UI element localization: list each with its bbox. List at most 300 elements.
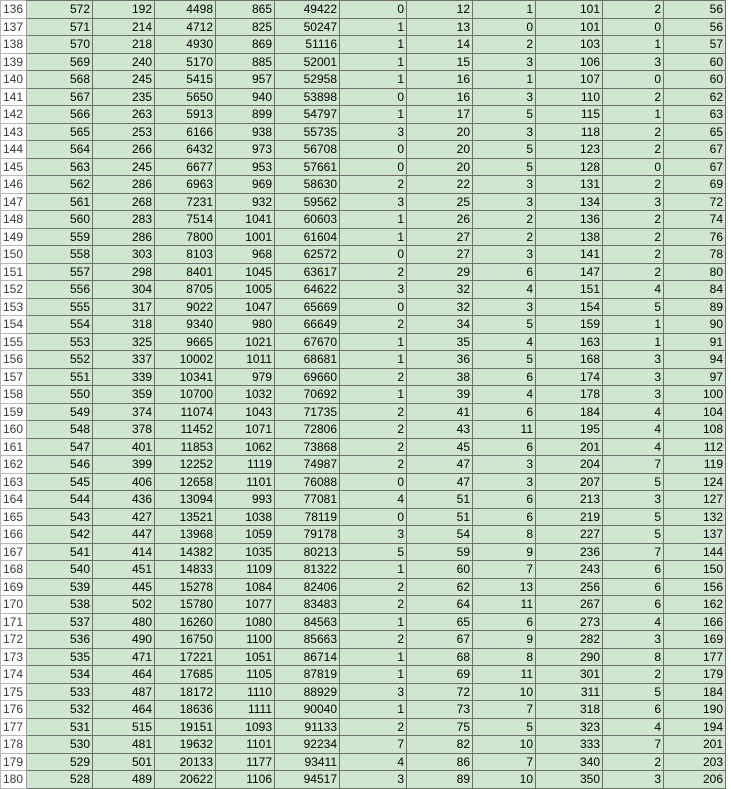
cell[interactable]: 1177 xyxy=(216,753,275,771)
cell[interactable]: 4 xyxy=(603,403,664,421)
cell[interactable]: 2 xyxy=(340,438,407,456)
cell[interactable]: 378 xyxy=(93,421,155,439)
cell[interactable]: 8 xyxy=(603,648,664,666)
cell[interactable]: 2 xyxy=(340,456,407,474)
cell[interactable]: 245 xyxy=(93,158,155,176)
cell[interactable]: 97 xyxy=(664,368,726,386)
cell[interactable]: 3 xyxy=(340,526,407,544)
cell[interactable]: 4 xyxy=(603,281,664,299)
cell[interactable]: 532 xyxy=(27,701,93,719)
row-header[interactable]: 150 xyxy=(1,246,27,264)
row-header[interactable]: 152 xyxy=(1,281,27,299)
cell[interactable]: 993 xyxy=(216,491,275,509)
cell[interactable]: 535 xyxy=(27,648,93,666)
cell[interactable]: 1059 xyxy=(216,526,275,544)
cell[interactable]: 20133 xyxy=(155,753,216,771)
cell[interactable]: 571 xyxy=(27,18,93,36)
cell[interactable]: 11853 xyxy=(155,438,216,456)
cell[interactable]: 7 xyxy=(473,753,536,771)
cell[interactable]: 1105 xyxy=(216,666,275,684)
cell[interactable]: 110 xyxy=(536,88,603,106)
cell[interactable]: 0 xyxy=(340,508,407,526)
cell[interactable]: 3 xyxy=(340,123,407,141)
cell[interactable]: 282 xyxy=(536,631,603,649)
cell[interactable]: 451 xyxy=(93,561,155,579)
cell[interactable]: 4 xyxy=(603,718,664,736)
row-header[interactable]: 163 xyxy=(1,473,27,491)
row-header[interactable]: 137 xyxy=(1,18,27,36)
cell[interactable]: 17685 xyxy=(155,666,216,684)
cell[interactable]: 177 xyxy=(664,648,726,666)
cell[interactable]: 1084 xyxy=(216,578,275,596)
cell[interactable]: 6 xyxy=(473,613,536,631)
cell[interactable]: 555 xyxy=(27,298,93,316)
cell[interactable]: 544 xyxy=(27,491,93,509)
cell[interactable]: 93411 xyxy=(275,753,340,771)
cell[interactable]: 569 xyxy=(27,53,93,71)
row-header[interactable]: 166 xyxy=(1,526,27,544)
cell[interactable]: 541 xyxy=(27,543,93,561)
cell[interactable]: 3 xyxy=(603,368,664,386)
cell[interactable]: 0 xyxy=(340,1,407,19)
cell[interactable]: 132 xyxy=(664,508,726,526)
cell[interactable]: 543 xyxy=(27,508,93,526)
cell[interactable]: 559 xyxy=(27,228,93,246)
cell[interactable]: 54 xyxy=(407,526,473,544)
cell[interactable]: 0 xyxy=(603,18,664,36)
cell[interactable]: 13094 xyxy=(155,491,216,509)
cell[interactable]: 51 xyxy=(407,508,473,526)
cell[interactable]: 67 xyxy=(407,631,473,649)
cell[interactable]: 3 xyxy=(603,771,664,789)
cell[interactable]: 1043 xyxy=(216,403,275,421)
cell[interactable]: 60 xyxy=(407,561,473,579)
cell[interactable]: 100 xyxy=(664,386,726,404)
cell[interactable]: 471 xyxy=(93,648,155,666)
cell[interactable]: 427 xyxy=(93,508,155,526)
cell[interactable]: 557 xyxy=(27,263,93,281)
cell[interactable]: 60 xyxy=(664,71,726,89)
cell[interactable]: 8705 xyxy=(155,281,216,299)
cell[interactable]: 144 xyxy=(664,543,726,561)
row-header[interactable]: 136 xyxy=(1,1,27,19)
cell[interactable]: 3 xyxy=(473,123,536,141)
cell[interactable]: 8 xyxy=(473,648,536,666)
cell[interactable]: 489 xyxy=(93,771,155,789)
cell[interactable]: 7514 xyxy=(155,211,216,229)
cell[interactable]: 201 xyxy=(664,736,726,754)
cell[interactable]: 2 xyxy=(340,631,407,649)
cell[interactable]: 87819 xyxy=(275,666,340,684)
cell[interactable]: 38 xyxy=(407,368,473,386)
cell[interactable]: 76088 xyxy=(275,473,340,491)
cell[interactable]: 7 xyxy=(473,561,536,579)
cell[interactable]: 5 xyxy=(473,316,536,334)
cell[interactable]: 2 xyxy=(603,176,664,194)
cell[interactable]: 551 xyxy=(27,368,93,386)
cell[interactable]: 13968 xyxy=(155,526,216,544)
cell[interactable]: 235 xyxy=(93,88,155,106)
cell[interactable]: 138 xyxy=(536,228,603,246)
cell[interactable]: 27 xyxy=(407,246,473,264)
cell[interactable]: 45 xyxy=(407,438,473,456)
row-header[interactable]: 138 xyxy=(1,36,27,54)
cell[interactable]: 91 xyxy=(664,333,726,351)
cell[interactable]: 8 xyxy=(473,526,536,544)
cell[interactable]: 159 xyxy=(536,316,603,334)
cell[interactable]: 112 xyxy=(664,438,726,456)
cell[interactable]: 82406 xyxy=(275,578,340,596)
cell[interactable]: 156 xyxy=(664,578,726,596)
cell[interactable]: 81322 xyxy=(275,561,340,579)
cell[interactable]: 2 xyxy=(603,211,664,229)
row-header[interactable]: 174 xyxy=(1,666,27,684)
cell[interactable]: 1 xyxy=(340,333,407,351)
cell[interactable]: 22 xyxy=(407,176,473,194)
cell[interactable]: 63617 xyxy=(275,263,340,281)
cell[interactable]: 6 xyxy=(473,491,536,509)
cell[interactable]: 43 xyxy=(407,421,473,439)
cell[interactable]: 26 xyxy=(407,211,473,229)
cell[interactable]: 6677 xyxy=(155,158,216,176)
cell[interactable]: 2 xyxy=(603,263,664,281)
cell[interactable]: 481 xyxy=(93,736,155,754)
cell[interactable]: 73868 xyxy=(275,438,340,456)
cell[interactable]: 128 xyxy=(536,158,603,176)
cell[interactable]: 104 xyxy=(664,403,726,421)
row-header[interactable]: 172 xyxy=(1,631,27,649)
cell[interactable]: 84 xyxy=(664,281,726,299)
cell[interactable]: 1038 xyxy=(216,508,275,526)
cell[interactable]: 4 xyxy=(340,491,407,509)
cell[interactable]: 27 xyxy=(407,228,473,246)
cell[interactable]: 6166 xyxy=(155,123,216,141)
cell[interactable]: 548 xyxy=(27,421,93,439)
cell[interactable]: 166 xyxy=(664,613,726,631)
cell[interactable]: 1 xyxy=(340,106,407,124)
cell[interactable]: 70692 xyxy=(275,386,340,404)
cell[interactable]: 10 xyxy=(473,771,536,789)
cell[interactable]: 540 xyxy=(27,561,93,579)
cell[interactable]: 0 xyxy=(340,158,407,176)
cell[interactable]: 25 xyxy=(407,193,473,211)
cell[interactable]: 19632 xyxy=(155,736,216,754)
cell[interactable]: 2 xyxy=(603,228,664,246)
cell[interactable]: 0 xyxy=(340,88,407,106)
cell[interactable]: 3 xyxy=(603,193,664,211)
cell[interactable]: 2 xyxy=(603,123,664,141)
cell[interactable]: 10002 xyxy=(155,351,216,369)
cell[interactable]: 78 xyxy=(664,246,726,264)
cell[interactable]: 4712 xyxy=(155,18,216,36)
cell[interactable]: 0 xyxy=(340,298,407,316)
row-header[interactable]: 173 xyxy=(1,648,27,666)
cell[interactable]: 3 xyxy=(473,456,536,474)
cell[interactable]: 47 xyxy=(407,473,473,491)
cell[interactable]: 885 xyxy=(216,53,275,71)
cell[interactable]: 825 xyxy=(216,18,275,36)
cell[interactable]: 14382 xyxy=(155,543,216,561)
cell[interactable]: 7 xyxy=(473,701,536,719)
cell[interactable]: 57661 xyxy=(275,158,340,176)
cell[interactable]: 1 xyxy=(603,36,664,54)
row-header[interactable]: 154 xyxy=(1,316,27,334)
cell[interactable]: 71735 xyxy=(275,403,340,421)
row-header[interactable]: 143 xyxy=(1,123,27,141)
cell[interactable]: 15780 xyxy=(155,596,216,614)
cell[interactable]: 2 xyxy=(603,246,664,264)
cell[interactable]: 61604 xyxy=(275,228,340,246)
cell[interactable]: 20622 xyxy=(155,771,216,789)
cell[interactable]: 62 xyxy=(407,578,473,596)
cell[interactable]: 546 xyxy=(27,456,93,474)
cell[interactable]: 5 xyxy=(473,718,536,736)
cell[interactable]: 18172 xyxy=(155,683,216,701)
cell[interactable]: 94 xyxy=(664,351,726,369)
cell[interactable]: 558 xyxy=(27,246,93,264)
cell[interactable]: 303 xyxy=(93,246,155,264)
cell[interactable]: 545 xyxy=(27,473,93,491)
cell[interactable]: 1 xyxy=(473,71,536,89)
cell[interactable]: 10 xyxy=(473,736,536,754)
cell[interactable]: 549 xyxy=(27,403,93,421)
cell[interactable]: 47 xyxy=(407,456,473,474)
cell[interactable]: 3 xyxy=(473,473,536,491)
cell[interactable]: 9340 xyxy=(155,316,216,334)
cell[interactable]: 317 xyxy=(93,298,155,316)
cell[interactable]: 69 xyxy=(407,666,473,684)
cell[interactable]: 325 xyxy=(93,333,155,351)
cell[interactable]: 286 xyxy=(93,176,155,194)
cell[interactable]: 106 xyxy=(536,53,603,71)
row-header[interactable]: 142 xyxy=(1,106,27,124)
cell[interactable]: 192 xyxy=(93,1,155,19)
cell[interactable]: 13 xyxy=(407,18,473,36)
cell[interactable]: 4 xyxy=(340,753,407,771)
cell[interactable]: 92234 xyxy=(275,736,340,754)
cell[interactable]: 2 xyxy=(340,316,407,334)
cell[interactable]: 3 xyxy=(473,53,536,71)
cell[interactable]: 6 xyxy=(603,561,664,579)
cell[interactable]: 337 xyxy=(93,351,155,369)
cell[interactable]: 68 xyxy=(407,648,473,666)
cell[interactable]: 36 xyxy=(407,351,473,369)
cell[interactable]: 333 xyxy=(536,736,603,754)
cell[interactable]: 267 xyxy=(536,596,603,614)
cell[interactable]: 56708 xyxy=(275,141,340,159)
cell[interactable]: 0 xyxy=(603,71,664,89)
cell[interactable]: 5 xyxy=(603,298,664,316)
cell[interactable]: 57 xyxy=(664,36,726,54)
cell[interactable]: 399 xyxy=(93,456,155,474)
cell[interactable]: 89 xyxy=(407,771,473,789)
cell[interactable]: 17 xyxy=(407,106,473,124)
cell[interactable]: 1106 xyxy=(216,771,275,789)
cell[interactable]: 1047 xyxy=(216,298,275,316)
cell[interactable]: 6 xyxy=(603,596,664,614)
cell[interactable]: 184 xyxy=(664,683,726,701)
cell[interactable]: 502 xyxy=(93,596,155,614)
cell[interactable]: 564 xyxy=(27,141,93,159)
cell[interactable]: 3 xyxy=(340,771,407,789)
cell[interactable]: 5 xyxy=(603,473,664,491)
cell[interactable]: 227 xyxy=(536,526,603,544)
row-header[interactable]: 140 xyxy=(1,71,27,89)
row-header[interactable]: 139 xyxy=(1,53,27,71)
cell[interactable]: 3 xyxy=(473,246,536,264)
cell[interactable]: 151 xyxy=(536,281,603,299)
cell[interactable]: 72 xyxy=(407,683,473,701)
cell[interactable]: 65 xyxy=(407,613,473,631)
cell[interactable]: 55735 xyxy=(275,123,340,141)
cell[interactable]: 3 xyxy=(473,298,536,316)
cell[interactable]: 9 xyxy=(473,631,536,649)
cell[interactable]: 58630 xyxy=(275,176,340,194)
cell[interactable]: 16750 xyxy=(155,631,216,649)
row-header[interactable]: 155 xyxy=(1,333,27,351)
cell[interactable]: 39 xyxy=(407,386,473,404)
cell[interactable]: 560 xyxy=(27,211,93,229)
cell[interactable]: 150 xyxy=(664,561,726,579)
cell[interactable]: 101 xyxy=(536,1,603,19)
cell[interactable]: 3 xyxy=(473,176,536,194)
cell[interactable]: 1 xyxy=(340,386,407,404)
cell[interactable]: 7 xyxy=(603,543,664,561)
row-header[interactable]: 161 xyxy=(1,438,27,456)
cell[interactable]: 72 xyxy=(664,193,726,211)
cell[interactable]: 201 xyxy=(536,438,603,456)
cell[interactable]: 0 xyxy=(340,141,407,159)
cell[interactable]: 10700 xyxy=(155,386,216,404)
cell[interactable]: 1 xyxy=(603,316,664,334)
cell[interactable]: 536 xyxy=(27,631,93,649)
cell[interactable]: 5 xyxy=(603,508,664,526)
cell[interactable]: 1021 xyxy=(216,333,275,351)
cell[interactable]: 562 xyxy=(27,176,93,194)
row-header[interactable]: 170 xyxy=(1,596,27,614)
row-header[interactable]: 146 xyxy=(1,176,27,194)
cell[interactable]: 4 xyxy=(603,613,664,631)
cell[interactable]: 2 xyxy=(473,36,536,54)
cell[interactable]: 359 xyxy=(93,386,155,404)
cell[interactable]: 1041 xyxy=(216,211,275,229)
cell[interactable]: 1119 xyxy=(216,456,275,474)
cell[interactable]: 9022 xyxy=(155,298,216,316)
row-header[interactable]: 177 xyxy=(1,718,27,736)
cell[interactable]: 869 xyxy=(216,36,275,54)
cell[interactable]: 1005 xyxy=(216,281,275,299)
cell[interactable]: 7 xyxy=(603,456,664,474)
cell[interactable]: 5 xyxy=(603,526,664,544)
cell[interactable]: 406 xyxy=(93,473,155,491)
cell[interactable]: 445 xyxy=(93,578,155,596)
cell[interactable]: 78119 xyxy=(275,508,340,526)
cell[interactable]: 1035 xyxy=(216,543,275,561)
cell[interactable]: 5913 xyxy=(155,106,216,124)
cell[interactable]: 53898 xyxy=(275,88,340,106)
cell[interactable]: 6 xyxy=(473,263,536,281)
cell[interactable]: 1 xyxy=(603,333,664,351)
cell[interactable]: 51116 xyxy=(275,36,340,54)
cell[interactable]: 195 xyxy=(536,421,603,439)
cell[interactable]: 539 xyxy=(27,578,93,596)
row-header[interactable]: 153 xyxy=(1,298,27,316)
cell[interactable]: 54797 xyxy=(275,106,340,124)
cell[interactable]: 64622 xyxy=(275,281,340,299)
cell[interactable]: 8103 xyxy=(155,246,216,264)
cell[interactable]: 174 xyxy=(536,368,603,386)
row-header[interactable]: 158 xyxy=(1,386,27,404)
cell[interactable]: 32 xyxy=(407,281,473,299)
cell[interactable]: 206 xyxy=(664,771,726,789)
cell[interactable]: 203 xyxy=(664,753,726,771)
cell[interactable]: 3 xyxy=(340,281,407,299)
cell[interactable]: 11 xyxy=(473,596,536,614)
cell[interactable]: 534 xyxy=(27,666,93,684)
cell[interactable]: 204 xyxy=(536,456,603,474)
cell[interactable]: 62572 xyxy=(275,246,340,264)
cell[interactable]: 572 xyxy=(27,1,93,19)
cell[interactable]: 1062 xyxy=(216,438,275,456)
row-header[interactable]: 164 xyxy=(1,491,27,509)
cell[interactable]: 490 xyxy=(93,631,155,649)
cell[interactable]: 3 xyxy=(603,386,664,404)
cell[interactable]: 12658 xyxy=(155,473,216,491)
cell[interactable]: 127 xyxy=(664,491,726,509)
cell[interactable]: 3 xyxy=(603,631,664,649)
row-header[interactable]: 165 xyxy=(1,508,27,526)
cell[interactable]: 554 xyxy=(27,316,93,334)
cell[interactable]: 67 xyxy=(664,158,726,176)
cell[interactable]: 533 xyxy=(27,683,93,701)
cell[interactable]: 4930 xyxy=(155,36,216,54)
cell[interactable]: 12252 xyxy=(155,456,216,474)
cell[interactable]: 123 xyxy=(536,141,603,159)
cell[interactable]: 1 xyxy=(340,701,407,719)
cell[interactable]: 552 xyxy=(27,351,93,369)
cell[interactable]: 10 xyxy=(473,683,536,701)
cell[interactable]: 266 xyxy=(93,141,155,159)
cell[interactable]: 162 xyxy=(664,596,726,614)
cell[interactable]: 115 xyxy=(536,106,603,124)
cell[interactable]: 938 xyxy=(216,123,275,141)
cell[interactable]: 15278 xyxy=(155,578,216,596)
row-header[interactable]: 147 xyxy=(1,193,27,211)
cell[interactable]: 1 xyxy=(340,53,407,71)
cell[interactable]: 290 xyxy=(536,648,603,666)
cell[interactable]: 178 xyxy=(536,386,603,404)
cell[interactable]: 4 xyxy=(603,421,664,439)
cell[interactable]: 940 xyxy=(216,88,275,106)
cell[interactable]: 85663 xyxy=(275,631,340,649)
cell[interactable]: 32 xyxy=(407,298,473,316)
cell[interactable]: 969 xyxy=(216,176,275,194)
row-header[interactable]: 179 xyxy=(1,753,27,771)
cell[interactable]: 79178 xyxy=(275,526,340,544)
cell[interactable]: 565 xyxy=(27,123,93,141)
cell[interactable]: 487 xyxy=(93,683,155,701)
cell[interactable]: 137 xyxy=(664,526,726,544)
cell[interactable]: 464 xyxy=(93,666,155,684)
cell[interactable]: 1045 xyxy=(216,263,275,281)
cell[interactable]: 59562 xyxy=(275,193,340,211)
cell[interactable]: 240 xyxy=(93,53,155,71)
cell[interactable]: 134 xyxy=(536,193,603,211)
cell[interactable]: 17221 xyxy=(155,648,216,666)
cell[interactable]: 515 xyxy=(93,718,155,736)
row-header[interactable]: 141 xyxy=(1,88,27,106)
cell[interactable]: 968 xyxy=(216,246,275,264)
